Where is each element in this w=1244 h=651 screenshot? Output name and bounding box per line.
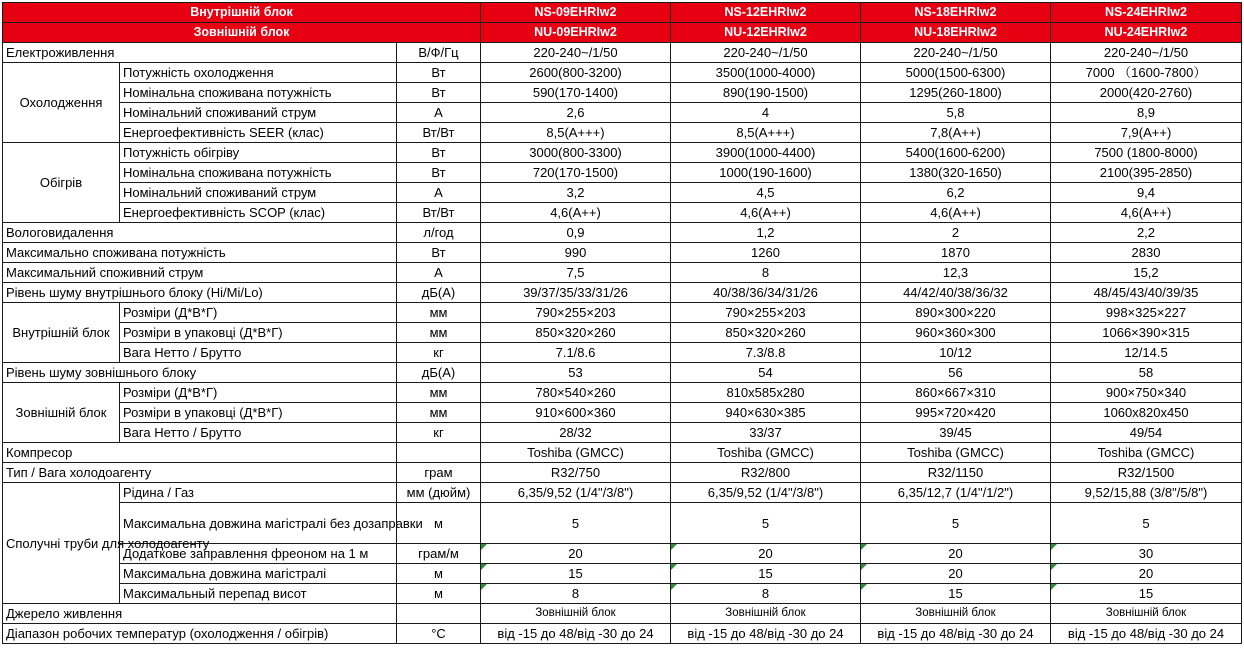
pipes-extra_charge-value-4: 30 — [1051, 544, 1242, 564]
row-heating-input — [3, 163, 1242, 183]
spec-table-body — [3, 3, 1242, 644]
compressor-value-3: Toshiba (GMCC) — [861, 443, 1051, 463]
compressor-unit — [397, 443, 481, 463]
indoor-model-4: NS-24EHRIw2 — [1051, 3, 1242, 23]
outdoor-model-4: NU-24EHRIw2 — [1051, 23, 1242, 43]
power-value-2: 220-240~/1/50 — [671, 43, 861, 63]
pipes-max_length-value-2: 15 — [671, 564, 861, 584]
refrigerant-value-2: R32/800 — [671, 463, 861, 483]
dehumid-unit: л/год — [397, 223, 481, 243]
compressor-value-2: Toshiba (GMCC) — [671, 443, 861, 463]
temp_range-label: Діапазон робочих температур (охолодження / обігрів) — [3, 624, 397, 644]
indoor-unit-header: Внутрішній блок — [3, 3, 481, 23]
row-heating-current — [3, 183, 1242, 203]
heating-group-label: Обігрів — [3, 143, 120, 223]
outdoor_noise-value-1: 53 — [481, 363, 671, 383]
spec-table — [2, 2, 1242, 644]
outdoor_unit-weight-value-3: 39/45 — [861, 423, 1051, 443]
cooling-current-value-1: 2,6 — [481, 103, 671, 123]
row-outdoor_unit-dims — [3, 383, 1242, 403]
compressor-value-4: Toshiba (GMCC) — [1051, 443, 1242, 463]
heating-current-value-1: 3,2 — [481, 183, 671, 203]
outdoor_unit-pack-unit: мм — [397, 403, 481, 423]
outdoor_noise-label: Рівень шуму зовнішнього блоку — [3, 363, 397, 383]
max_current-value-4: 15,2 — [1051, 263, 1242, 283]
cooling-capacity-unit: Вт — [397, 63, 481, 83]
row-indoor_unit-dims — [3, 303, 1242, 323]
pipes-max_height-value-2: 8 — [671, 584, 861, 604]
power-value-4: 220-240~/1/50 — [1051, 43, 1242, 63]
outdoor_unit-dims-value-1: 780×540×260 — [481, 383, 671, 403]
indoor_noise-value-4: 48/45/43/40/39/35 — [1051, 283, 1242, 303]
row-pipes-liquid_gas — [3, 483, 1242, 503]
indoor_unit-weight-label: Вага Нетто / Брутто — [120, 343, 397, 363]
pipes-max_height-value-1: 8 — [481, 584, 671, 604]
header-row-indoor — [3, 3, 1242, 23]
supply-unit — [397, 604, 481, 624]
row-power — [3, 43, 1242, 63]
outdoor_unit-pack-value-4: 1060x820x450 — [1051, 403, 1242, 423]
dehumid-value-2: 1,2 — [671, 223, 861, 243]
pipes-max_height-value-3: 15 — [861, 584, 1051, 604]
row-temp_range — [3, 624, 1242, 644]
outdoor_unit-pack-value-1: 910×600×360 — [481, 403, 671, 423]
row-outdoor_unit-pack — [3, 403, 1242, 423]
outdoor_noise-unit: дБ(А) — [397, 363, 481, 383]
indoor_unit-weight-unit: кг — [397, 343, 481, 363]
cooling-seer-value-2: 8,5(А+++) — [671, 123, 861, 143]
outdoor_unit-pack-value-3: 995×720×420 — [861, 403, 1051, 423]
heating-input-label: Номінальна споживана потужність — [120, 163, 397, 183]
cooling-seer-value-3: 7,8(А++) — [861, 123, 1051, 143]
pipes-max_length_no_charge-unit: м — [397, 503, 481, 544]
indoor_noise-value-1: 39/37/35/33/31/26 — [481, 283, 671, 303]
max_current-value-1: 7,5 — [481, 263, 671, 283]
cooling-current-label: Номінальний споживаний струм — [120, 103, 397, 123]
compressor-label: Компресор — [3, 443, 397, 463]
supply-label: Джерело живлення — [3, 604, 397, 624]
row-max_current — [3, 263, 1242, 283]
row-dehumid — [3, 223, 1242, 243]
cooling-input-label: Номінальна споживана потужність — [120, 83, 397, 103]
heating-scop-label: Енергоефективність SCOP (клас) — [120, 203, 397, 223]
pipes-max_length_no_charge-value-3: 5 — [861, 503, 1051, 544]
cooling-current-value-4: 8,9 — [1051, 103, 1242, 123]
supply-value-2: Зовнішній блок — [671, 604, 861, 624]
heating-capacity-value-1: 3000(800-3300) — [481, 143, 671, 163]
row-pipes-max_height — [3, 584, 1242, 604]
indoor_unit-weight-value-3: 10/12 — [861, 343, 1051, 363]
indoor_unit-pack-value-4: 1066×390×315 — [1051, 323, 1242, 343]
pipes-liquid_gas-value-2: 6,35/9,52 (1/4"/3/8") — [671, 483, 861, 503]
refrigerant-value-3: R32/1150 — [861, 463, 1051, 483]
indoor_unit-dims-value-2: 790×255×203 — [671, 303, 861, 323]
pipes-max_length-value-1: 15 — [481, 564, 671, 584]
heating-input-value-2: 1000(190-1600) — [671, 163, 861, 183]
pipes-max_height-value-4: 15 — [1051, 584, 1242, 604]
row-heating-capacity — [3, 143, 1242, 163]
outdoor_unit-dims-value-4: 900×750×340 — [1051, 383, 1242, 403]
pipes-extra_charge-value-3: 20 — [861, 544, 1051, 564]
pipes-extra_charge-unit: грам/м — [397, 544, 481, 564]
dehumid-value-1: 0,9 — [481, 223, 671, 243]
dehumid-label: Вологовидалення — [3, 223, 397, 243]
heating-scop-value-1: 4,6(А++) — [481, 203, 671, 223]
pipes-max_length-value-4: 20 — [1051, 564, 1242, 584]
outdoor_unit-pack-value-2: 940×630×385 — [671, 403, 861, 423]
header-row-outdoor — [3, 23, 1242, 43]
heating-scop-unit: Вт/Вт — [397, 203, 481, 223]
row-indoor_noise — [3, 283, 1242, 303]
row-heating-scop — [3, 203, 1242, 223]
outdoor_noise-value-4: 58 — [1051, 363, 1242, 383]
cooling-group-label: Охолодження — [3, 63, 120, 143]
refrigerant-label: Тип / Вага холодоагенту — [3, 463, 397, 483]
outdoor_unit-dims-value-3: 860×667×310 — [861, 383, 1051, 403]
indoor_unit-weight-value-1: 7.1/8.6 — [481, 343, 671, 363]
heating-capacity-label: Потужність обігріву — [120, 143, 397, 163]
row-indoor_unit-weight — [3, 343, 1242, 363]
power-value-1: 220-240~/1/50 — [481, 43, 671, 63]
power-unit: В/Ф/Гц — [397, 43, 481, 63]
indoor_unit-pack-value-3: 960×360×300 — [861, 323, 1051, 343]
dehumid-value-3: 2 — [861, 223, 1051, 243]
row-cooling-seer — [3, 123, 1242, 143]
cooling-current-value-2: 4 — [671, 103, 861, 123]
heating-input-unit: Вт — [397, 163, 481, 183]
pipes-extra_charge-label: Додаткове заправлення фреоном на 1 м — [120, 544, 397, 564]
cooling-capacity-value-2: 3500(1000-4000) — [671, 63, 861, 83]
outdoor_unit-weight-label: Вага Нетто / Брутто — [120, 423, 397, 443]
heating-capacity-unit: Вт — [397, 143, 481, 163]
indoor-model-3: NS-18EHRIw2 — [861, 3, 1051, 23]
max_input-value-4: 2830 — [1051, 243, 1242, 263]
pipes-max_length_no_charge-label: Максимальна довжина магістралі без дозаправки — [120, 503, 397, 544]
cooling-input-value-3: 1295(260-1800) — [861, 83, 1051, 103]
cooling-capacity-value-4: 7000 （1600-7800） — [1051, 63, 1242, 83]
cooling-capacity-value-3: 5000(1500-6300) — [861, 63, 1051, 83]
pipes-liquid_gas-value-1: 6,35/9,52 (1/4"/3/8") — [481, 483, 671, 503]
heating-input-value-3: 1380(320-1650) — [861, 163, 1051, 183]
row-pipes-max_length — [3, 564, 1242, 584]
max_input-value-3: 1870 — [861, 243, 1051, 263]
temp_range-value-2: від -15 до 48/від -30 до 24 — [671, 624, 861, 644]
cooling-input-unit: Вт — [397, 83, 481, 103]
indoor_noise-label: Рівень шуму внутрішнього блоку (Hi/Mi/Lo) — [3, 283, 397, 303]
indoor_unit-weight-value-4: 12/14.5 — [1051, 343, 1242, 363]
row-cooling-input — [3, 83, 1242, 103]
cooling-seer-value-4: 7,9(А++) — [1051, 123, 1242, 143]
indoor_unit-weight-value-2: 7.3/8.8 — [671, 343, 861, 363]
row-refrigerant — [3, 463, 1242, 483]
heating-current-value-3: 6,2 — [861, 183, 1051, 203]
indoor_unit-dims-value-3: 890×300×220 — [861, 303, 1051, 323]
pipes-max_length_no_charge-value-1: 5 — [481, 503, 671, 544]
outdoor_unit-pack-label: Розміри в упаковці (Д*В*Г) — [120, 403, 397, 423]
heating-capacity-value-4: 7500 (1800-8000) — [1051, 143, 1242, 163]
row-outdoor_unit-weight — [3, 423, 1242, 443]
pipes-max_length_no_charge-value-4: 5 — [1051, 503, 1242, 544]
indoor_unit-pack-label: Розміри в упаковці (Д*В*Г) — [120, 323, 397, 343]
temp_range-value-4: від -15 до 48/від -30 до 24 — [1051, 624, 1242, 644]
refrigerant-unit: грам — [397, 463, 481, 483]
pipes-liquid_gas-unit: мм (дюйм) — [397, 483, 481, 503]
max_input-label: Максимально споживана потужність — [3, 243, 397, 263]
max_current-value-3: 12,3 — [861, 263, 1051, 283]
cooling-capacity-value-1: 2600(800-3200) — [481, 63, 671, 83]
max_current-unit: А — [397, 263, 481, 283]
outdoor_unit-dims-label: Розміри (Д*В*Г) — [120, 383, 397, 403]
temp_range-unit: °C — [397, 624, 481, 644]
supply-value-3: Зовнішній блок — [861, 604, 1051, 624]
row-supply — [3, 604, 1242, 624]
pipes-max_length_no_charge-value-2: 5 — [671, 503, 861, 544]
indoor_unit-dims-value-1: 790×255×203 — [481, 303, 671, 323]
pipes-max_height-label: Максимальный перепад висот — [120, 584, 397, 604]
row-pipes-extra_charge — [3, 544, 1242, 564]
pipes-max_length-unit: м — [397, 564, 481, 584]
cooling-current-unit: А — [397, 103, 481, 123]
heating-current-unit: А — [397, 183, 481, 203]
pipes-liquid_gas-value-4: 9,52/15,88 (3/8"/5/8") — [1051, 483, 1242, 503]
outdoor_noise-value-3: 56 — [861, 363, 1051, 383]
indoor_unit-pack-value-1: 850×320×260 — [481, 323, 671, 343]
heating-capacity-value-3: 5400(1600-6200) — [861, 143, 1051, 163]
indoor_unit-pack-value-2: 850×320×260 — [671, 323, 861, 343]
outdoor_unit-weight-value-4: 49/54 — [1051, 423, 1242, 443]
heating-input-value-1: 720(170-1500) — [481, 163, 671, 183]
pipes-max_length-label: Максимальна довжина магістралі — [120, 564, 397, 584]
indoor_unit-dims-value-4: 998×325×227 — [1051, 303, 1242, 323]
temp_range-value-3: від -15 до 48/від -30 до 24 — [861, 624, 1051, 644]
dehumid-value-4: 2,2 — [1051, 223, 1242, 243]
supply-value-4: Зовнішній блок — [1051, 604, 1242, 624]
pipes-liquid_gas-value-3: 6,35/12,7 (1/4"/1/2") — [861, 483, 1051, 503]
indoor_noise-value-2: 40/38/36/34/31/26 — [671, 283, 861, 303]
indoor-model-1: NS-09EHRIw2 — [481, 3, 671, 23]
power-value-3: 220-240~/1/50 — [861, 43, 1051, 63]
outdoor-model-2: NU-12EHRIw2 — [671, 23, 861, 43]
pipes-max_height-unit: м — [397, 584, 481, 604]
outdoor_unit-dims-value-2: 810x585x280 — [671, 383, 861, 403]
heating-capacity-value-2: 3900(1000-4400) — [671, 143, 861, 163]
indoor_noise-value-3: 44/42/40/38/36/32 — [861, 283, 1051, 303]
outdoor-unit-header: Зовнішній блок — [3, 23, 481, 43]
cooling-seer-value-1: 8,5(А+++) — [481, 123, 671, 143]
pipes-extra_charge-value-2: 20 — [671, 544, 861, 564]
pipes-liquid_gas-label: Рідина / Газ — [120, 483, 397, 503]
heating-input-value-4: 2100(395-2850) — [1051, 163, 1242, 183]
outdoor-model-1: NU-09EHRIw2 — [481, 23, 671, 43]
heating-current-value-4: 9,4 — [1051, 183, 1242, 203]
cooling-current-value-3: 5,8 — [861, 103, 1051, 123]
heating-current-value-2: 4,5 — [671, 183, 861, 203]
temp_range-value-1: від -15 до 48/від -30 до 24 — [481, 624, 671, 644]
row-indoor_unit-pack — [3, 323, 1242, 343]
heating-scop-value-4: 4,6(А++) — [1051, 203, 1242, 223]
supply-value-1: Зовнішній блок — [481, 604, 671, 624]
outdoor_unit-weight-value-1: 28/32 — [481, 423, 671, 443]
row-cooling-capacity — [3, 63, 1242, 83]
row-cooling-current — [3, 103, 1242, 123]
indoor_unit-group-label: Внутрішній блок — [3, 303, 120, 363]
outdoor_unit-weight-value-2: 33/37 — [671, 423, 861, 443]
refrigerant-value-4: R32/1500 — [1051, 463, 1242, 483]
heating-current-label: Номінальний споживаний струм — [120, 183, 397, 203]
outdoor_unit-dims-unit: мм — [397, 383, 481, 403]
row-max_input — [3, 243, 1242, 263]
cooling-seer-unit: Вт/Вт — [397, 123, 481, 143]
max_input-value-1: 990 — [481, 243, 671, 263]
indoor_unit-dims-unit: мм — [397, 303, 481, 323]
outdoor_unit-group-label: Зовнішній блок — [3, 383, 120, 443]
pipes-group-label: Сполучні труби для холодоагенту — [3, 483, 120, 604]
outdoor_unit-weight-unit: кг — [397, 423, 481, 443]
cooling-input-value-2: 890(190-1500) — [671, 83, 861, 103]
cooling-capacity-label: Потужність охолодження — [120, 63, 397, 83]
indoor_unit-pack-unit: мм — [397, 323, 481, 343]
heating-scop-value-2: 4,6(А++) — [671, 203, 861, 223]
cooling-seer-label: Енергоефективність SEER (клас) — [120, 123, 397, 143]
max_current-value-2: 8 — [671, 263, 861, 283]
row-compressor — [3, 443, 1242, 463]
outdoor_noise-value-2: 54 — [671, 363, 861, 383]
cooling-input-value-1: 590(170-1400) — [481, 83, 671, 103]
max_input-unit: Вт — [397, 243, 481, 263]
heating-scop-value-3: 4,6(А++) — [861, 203, 1051, 223]
max_current-label: Максимальний споживний струм — [3, 263, 397, 283]
refrigerant-value-1: R32/750 — [481, 463, 671, 483]
indoor-model-2: NS-12EHRIw2 — [671, 3, 861, 23]
compressor-value-1: Toshiba (GMCC) — [481, 443, 671, 463]
power-label: Електроживлення — [3, 43, 397, 63]
max_input-value-2: 1260 — [671, 243, 861, 263]
pipes-extra_charge-value-1: 20 — [481, 544, 671, 564]
indoor_unit-dims-label: Розміри (Д*В*Г) — [120, 303, 397, 323]
cooling-input-value-4: 2000(420-2760) — [1051, 83, 1242, 103]
outdoor-model-3: NU-18EHRIw2 — [861, 23, 1051, 43]
row-outdoor_noise — [3, 363, 1242, 383]
indoor_noise-unit: дБ(А) — [397, 283, 481, 303]
pipes-max_length-value-3: 20 — [861, 564, 1051, 584]
